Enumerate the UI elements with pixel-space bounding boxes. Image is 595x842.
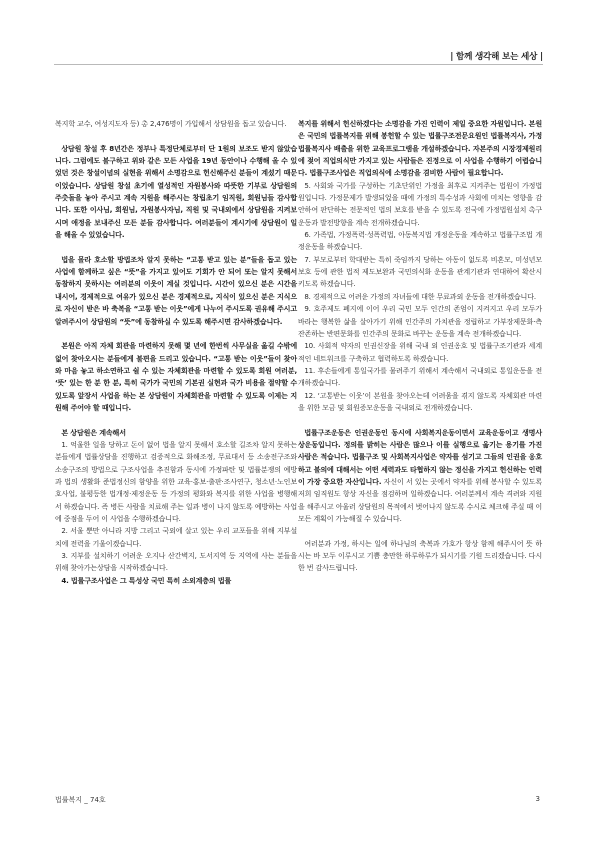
section-header-tag: | 함께 생각해 보는 세상 | bbox=[450, 52, 543, 62]
paragraph-text: 6. 가족법, 가정폭력·성폭력법, 아동복지법 개정운동을 계속하고 법률구조법 개정운동을 하겠습니다. bbox=[298, 230, 542, 252]
paragraph bbox=[55, 254, 297, 328]
paragraph bbox=[298, 538, 542, 575]
paragraph-text: 7. 부모로부터 학대받는 특히 죽임까지 당하는 아동이 없도록 비혼모, 미성년모 보호 등에 관한 법적 제도보완과 국민의식화 운동을 관계기관과 연대하여 확산시키도록 하겠습니다. bbox=[298, 254, 542, 289]
paragraph-text: 법을 몰라 호소할 방법조차 알지 못하는 “고통 받고 있는 분”들을 돕고 있는 사업에 함께하고 싶은 “뜻”을 가지고 있어도 기회가 안 되어 또는 알지 못해서 동참하지 못하시는 여러분의 이웃이 계실 것입니다. 시간이 있으신 분은 시간을 내시어, 경제적으로 여유가 있으신 분은 경제적으로, 지식이 있으신 분은 지식으로 자신이 받은 바 축복을 “고통 받는 이웃”에게 나누어 주시도록 권유해 주시고 알려주시어 상담원의 “뜻”에 동참하실 수 있도록 해주시면 감사하겠습니다. bbox=[55, 254, 297, 326]
footer-publication: 법률복지 _ 74호 bbox=[55, 796, 106, 804]
paragraph-text: 1. 억울한 일을 당하고 돈이 없어 법을 알지 못해서 호소할 길조차 알지 못하는 분들에게 법률상담을 진행하고 검증적으로 화해조정, 무료대서 등 소송전구조와 소송구조의 방법으로 구조사업을 추진함과 동시에 가정파탄 및 법률분쟁의 예방과 법의 생활화 준법정신의 함양을 위한 교육·홍보·출판·조사연구, 청소년·노인보호사업, 불평등한 법개정·제정운동 등 가정의 평화와 복지를 위한 사업을 병행해서 하겠습니다. 즉 병든 사람을 치료해 주는 일과 병이 나지 않도록 예방하는 사업에 중점을 두어 이 사업을 수행하겠습니다. bbox=[55, 439, 297, 523]
paragraph bbox=[298, 118, 542, 180]
paragraph-text: 본원은 아직 자체 회관을 마련하지 못해 몇 년에 한번씩 사무실을 옮길 수밖에 없어 찾아오시는 분들에게 불편을 드리고 있습니다. “고통 받는 이웃”들이 찾아와 마음 놓고 하소연하고 쉴 수 있는 자체회관을 마련할 수 있도록 회원 여러분, ‘뜻’ 있는 한 분 한 분, 특히 국가가 국민의 기본권 실현과 국가 비용을 절약할 수 있도록 앞장서 사업을 하는 본 상담원이 자체회관을 마련할 수 있도록 이제는 지원해 주어야 할 때입니다. bbox=[55, 341, 297, 412]
paragraph bbox=[298, 340, 542, 365]
page-number: 3 bbox=[535, 795, 540, 803]
paragraph bbox=[55, 427, 297, 439]
paragraph bbox=[298, 291, 542, 303]
paragraph bbox=[55, 575, 297, 587]
paragraph-text: 9. 호주제도 폐지에 이어 우리 국민 모두 인간의 존엄이 지켜지고 우리 모두가 바라는 행복한 삶을 살아가기 위해 인간주의 가치관을 정립하고 가부장제문화·측 잔존하는 반편문화를 인간주의 문화로 바꾸는 운동을 계속 전개하겠습니다. bbox=[298, 304, 542, 338]
paragraph bbox=[298, 254, 542, 291]
paragraph bbox=[55, 439, 297, 525]
paragraph-text: 법률구조운동은 인권운동인 동시에 사회복지운동이면서 교육운동이고 생명사상운동입니다. 정의를 밝히는 사람은 많으나 이를 실행으로 옮기는 용기를 가진 사람은 적습니다. 법률구조 및 사회복지사업은 약자를 섬기고 그들의 인권을 옹호하고 불의에 대해서는 어떤 세력과도 타협하지 않는 정신을 가지고 헌신하는 인력이 가장 중요한 자산입니다. bbox=[298, 427, 542, 486]
paragraph-text: 복지학 교수, 여성지도자 등) 총 2,476명이 가입해서 상담원을 돕고 있습니다. bbox=[55, 119, 287, 128]
paragraph-text-continued: 자신이 서 있는 곳에서 약자를 위해 봉사할 수 있도록 저희 임직원도 항상 자신을 점검하며 일하겠습니다. 여러분께서 계속 격려와 지원을 해주시고 아울러 상담원의 목적에서 벗어나지 않도록 수시로 체크해 주실 때 이 모든 계획이 가능해질 수 있습니다. bbox=[298, 476, 542, 523]
paragraph-text: 5. 사회와 국가를 구성하는 기초단위인 가정을 최후로 지켜주는 법원이 가정법원입니다. 가정문제가 발생되었을 때에 가정의 특수성과 사회에 미치는 영향을 감안하여 판단하는 전문적인 법의 보호를 받을 수 있도록 전국에 가정법원설치 촉구운동과 발전방향을 계속 전개하겠습니다. bbox=[298, 180, 542, 227]
paragraph bbox=[298, 390, 542, 415]
left-text-column bbox=[55, 118, 297, 587]
paragraph-text: 본 상담원은 계속해서 bbox=[61, 427, 126, 437]
paragraph bbox=[55, 550, 297, 575]
paragraph-text: 3. 지부를 설치하기 어려운 오지나 산간벽지, 도서지역 등 지역에 사는 분들을 위해 찾아가는상담을 시작하겠습니다. bbox=[55, 551, 297, 573]
paragraph-text: 8. 경제적으로 어려운 가정의 자녀들에 대한 무료과외 운동을 전개하겠습니다. bbox=[304, 291, 536, 301]
paragraph-text: 11. 후손들에게 통일국가를 물려주기 위해서 계속해서 국내외로 통일운동을 전개하겠습니다. bbox=[298, 365, 542, 388]
paragraph-text: 2. 서울 뿐만 아니라 지방 그리고 국외에 살고 있는 우리 교포들을 위해 지부설치에 전력을 기울이겠습니다. bbox=[55, 526, 297, 548]
paragraph bbox=[55, 525, 297, 550]
paragraph-text: 10. 사회적 약자의 인권신장을 위해 국내 외 인권옹호 및 법률구조기관과 세계적인 네트워크를 구축하고 협력하도록 하겠습니다. bbox=[298, 341, 542, 363]
paragraph bbox=[298, 180, 542, 229]
paragraph bbox=[298, 427, 542, 526]
paragraph bbox=[298, 303, 542, 340]
paragraph-text: 4. 법률구조사업은 그 특성상 국민 특히 소외계층의 법률 bbox=[61, 575, 232, 585]
paragraph-text: 12. ‘고통받는 이웃’이 본원을 찾아오는데 어려움을 겪지 않도록 자체회관 마련을 위한 모금 및 회원증모운동을 국내외로 전개하겠습니다. bbox=[298, 390, 542, 412]
paragraph bbox=[298, 365, 542, 390]
paragraph-text: 여러분과 가정, 하시는 일에 하나님의 축복과 가호가 항상 함께 해주시어 뜻 하시는 바 모두 이루시고 기쁨 충만한 하루하루가 되시기를 기원 드리겠습니다. 다시 한 번 감사드립니다. bbox=[298, 538, 542, 573]
paragraph bbox=[298, 229, 542, 254]
paragraph-text: 복지를 위해서 헌신하겠다는 소명감을 가진 인력이 제일 중요한 자원입니다. 본원은 국민의 법률복지를 위해 봉헌할 수 있는 법률구조전문요원인 법률복지사, 가정법률복지사 배출을 위한 교육프로그램을 개설하겠습니다. 자본주의 시장경제원리에 젖어 직업의식만 가지고 있는 사람들은 진정으로 이 사업을 수행하기 어렵습니다. 법률구조사업은 직업의식에 소명감을 겸비한 사람이 필요합니다. bbox=[298, 119, 542, 178]
paragraph bbox=[55, 118, 297, 130]
paragraph bbox=[55, 143, 297, 242]
paragraph bbox=[55, 340, 297, 414]
paragraph-text: 상담원 창설 후 8년간은 정부나 특정단체로부터 단 1원의 보조도 받지 않았습니다. 그럼에도 불구하고 위와 같은 모든 사업을 19년 동안이나 수행해 올 수 있었던 것은 창설이념의 실현을 위해서 소명감으로 헌신해주신 분들이 계셨기 때문이었습니다. 상담원 창설 초기에 열성적인 자원봉사와 따뜻한 기부로 상담원의 주춧돌을 놓아 주시고 계속 지원을 해주시는 창립초기 임직원, 회원님들 감사합니다. 또한 이사님, 회원님, 자원봉사자님, 직원 및 국내외에서 상담원을 지켜보시며 애정을 보내주신 모든 분들 감사합니다. 여러분들이 계시기에 상담원이 일을 해올 수 있었습니다. bbox=[55, 143, 297, 240]
header-divider bbox=[54, 64, 543, 65]
right-text-column bbox=[298, 118, 542, 575]
